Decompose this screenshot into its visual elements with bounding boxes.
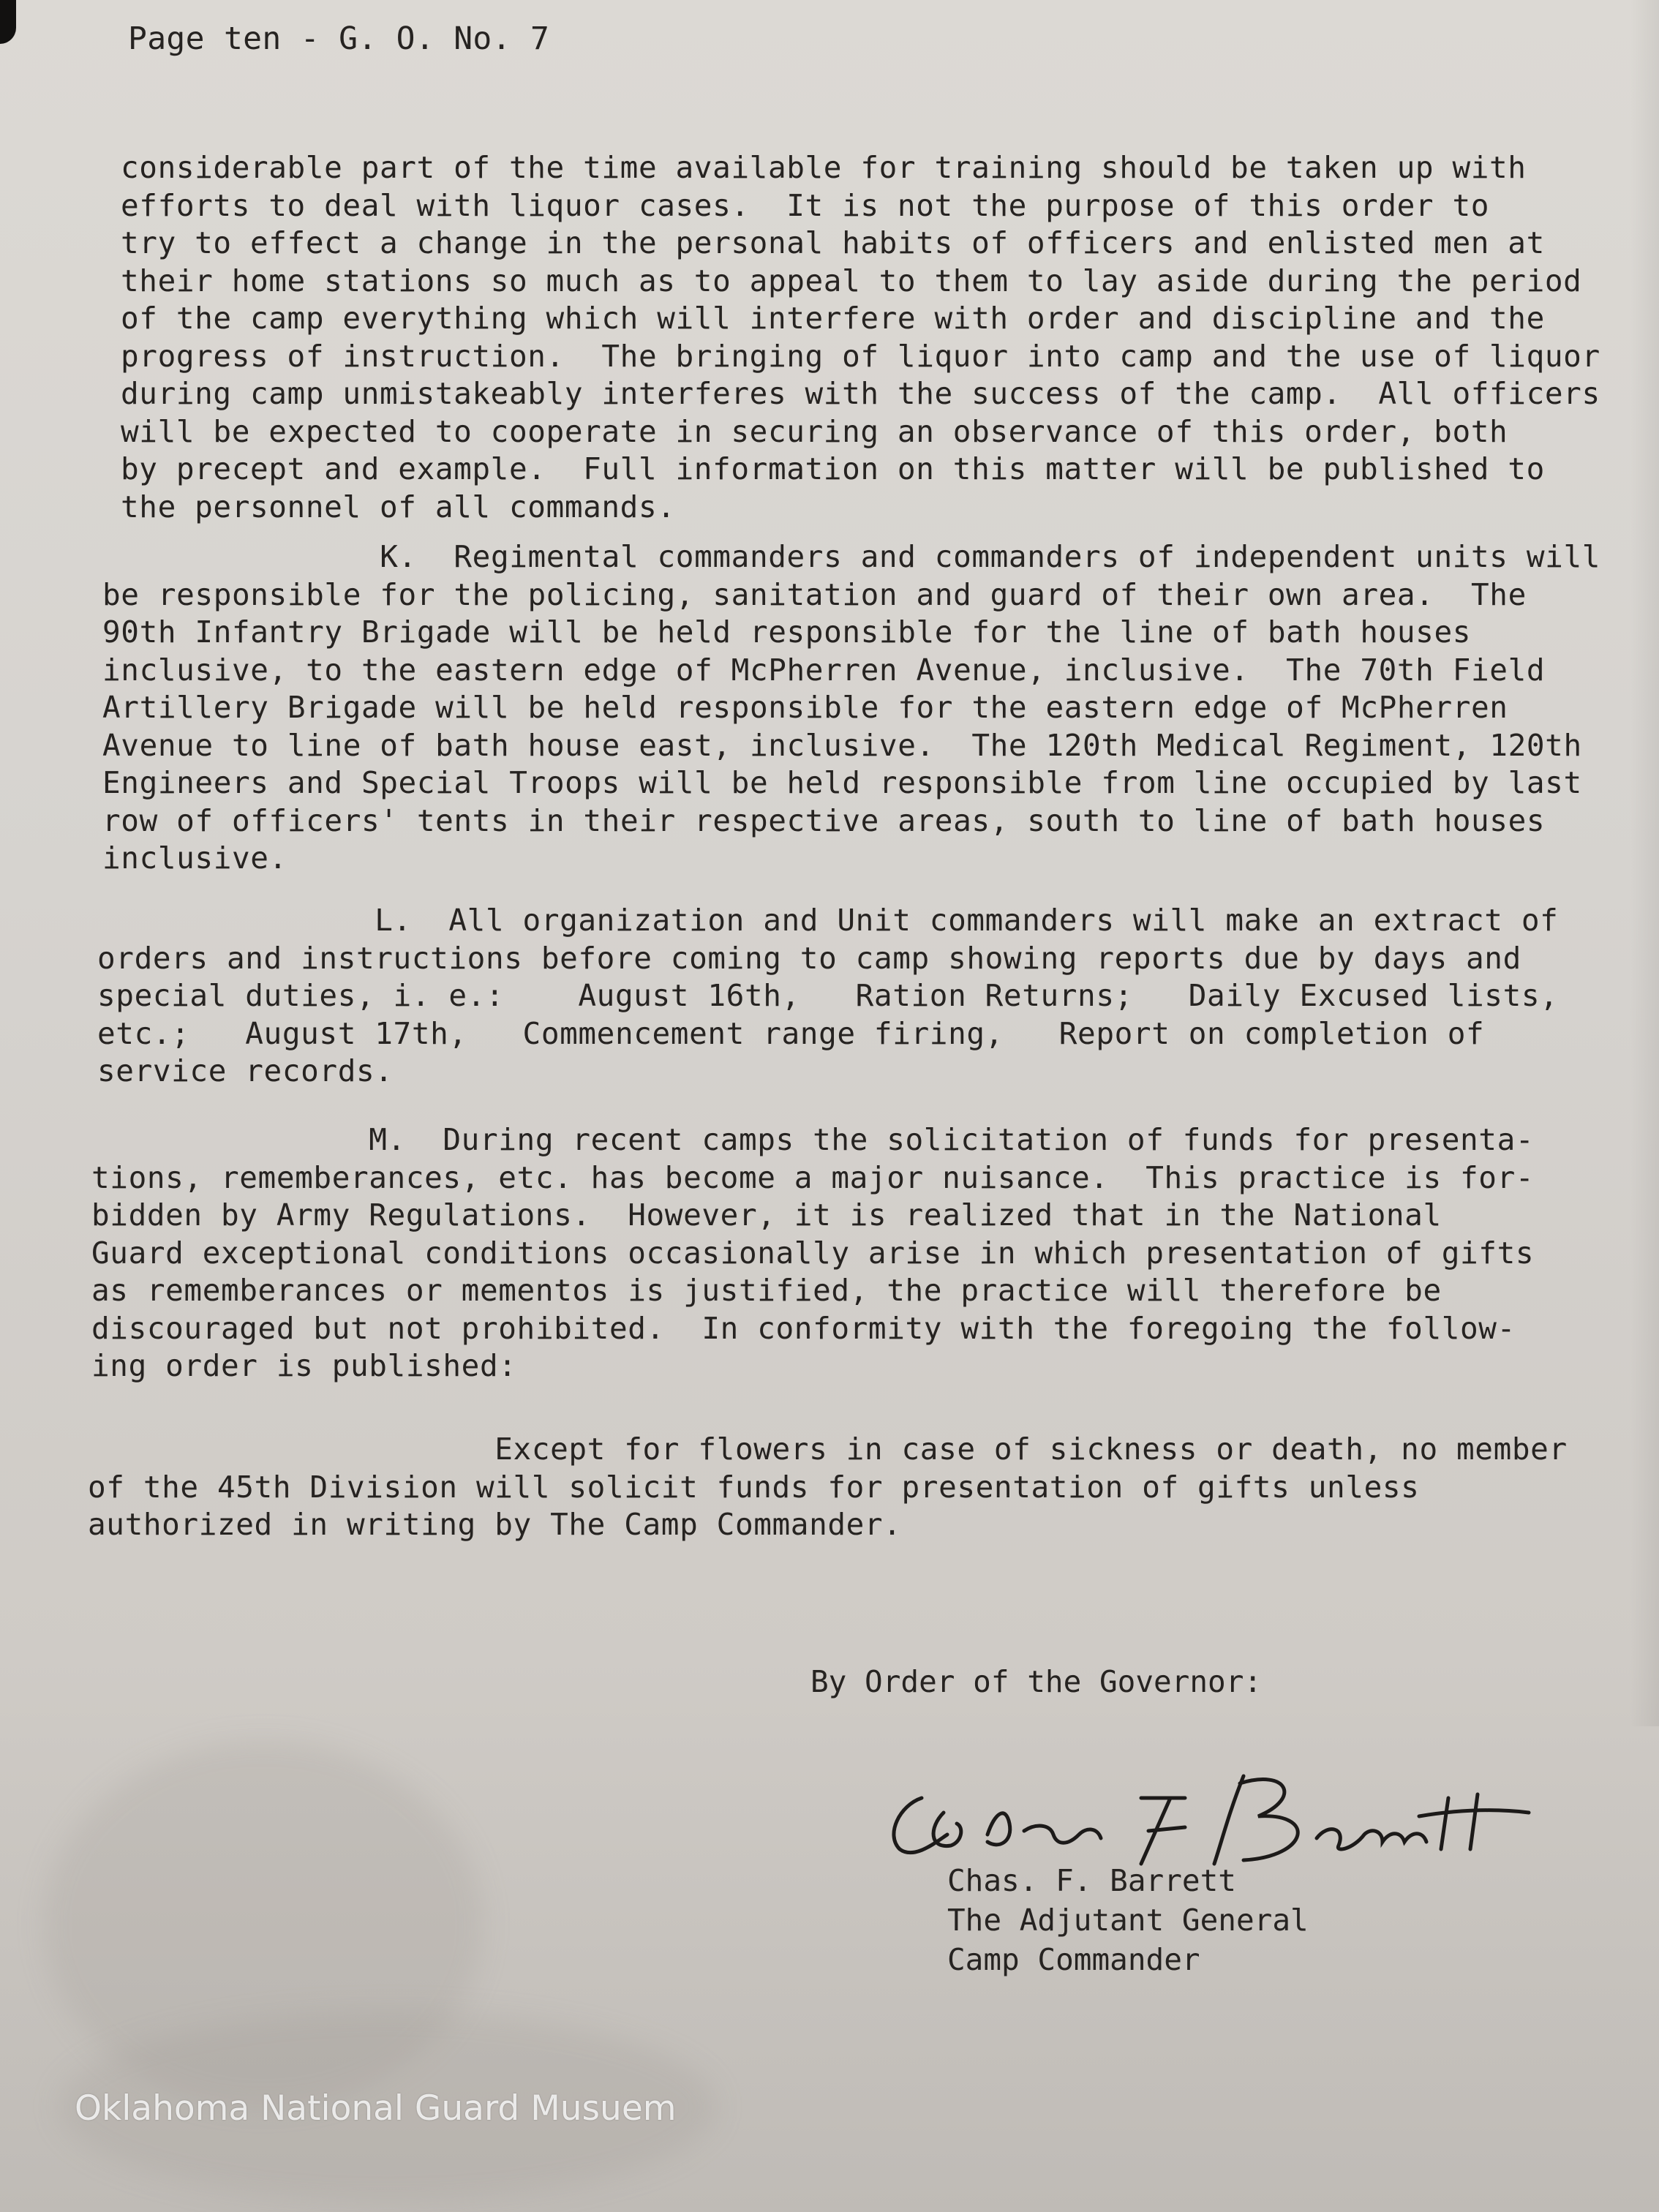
page-edge-shadow: [1630, 0, 1659, 1726]
text-line: during camp unmistakeably interferes with the success of the camp. All officers: [121, 376, 1600, 411]
signer-role: Camp Commander: [947, 1942, 1200, 1977]
text-line: inclusive.: [102, 840, 287, 876]
text-line: ing order is published:: [91, 1348, 517, 1383]
paragraph-k: [102, 538, 1600, 878]
text-line: of the camp everything which will interfere with order and discipline and the: [121, 301, 1545, 336]
text-line: will be expected to cooperate in securing an observance of this order, both: [121, 413, 1508, 449]
text-line: etc.; August 17th, Commencement range firing, Report on completion of: [97, 1015, 1485, 1051]
paragraph-l: [97, 902, 1558, 1091]
museum-watermark: Oklahoma National Guard Musuem: [75, 2088, 677, 2129]
text-line: tions, rememberances, etc. has become a major nuisance. This practice is for-: [91, 1159, 1535, 1195]
text-line: Guard exceptional conditions occasionally arise in which presentation of gifts: [91, 1235, 1535, 1271]
page-header: Page ten - G. O. No. 7: [128, 20, 550, 57]
text-line: try to effect a change in the personal habits of officers and enlisted men at: [121, 225, 1545, 260]
paragraph-j: [121, 149, 1600, 526]
text-line: Engineers and Special Troops will be held responsible from line occupied by last: [102, 765, 1582, 800]
text-line: considerable part of the time available for training should be taken up with: [121, 150, 1527, 185]
text-line: progress of instruction. The bringing of liquor into camp and the use of liquor: [121, 338, 1600, 374]
text-line: be responsible for the policing, sanitation and guard of their own area. The: [102, 576, 1527, 612]
text-line: by precept and example. Full information on this matter will be published to: [121, 451, 1545, 486]
text-line: authorized in writing by The Camp Commander.: [88, 1507, 902, 1542]
text-line: Avenue to line of bath house east, inclusive. The 120th Medical Regiment, 120th: [102, 727, 1582, 763]
text-line: the personnel of all commands.: [121, 489, 676, 524]
text-line: their home stations so much as to appeal to them to lay aside during the period: [121, 263, 1582, 298]
text-line: orders and instructions before coming to camp showing reports due by days and: [97, 940, 1521, 976]
text-line: row of officers' tents in their respective areas, south to line of bath houses: [102, 802, 1546, 838]
text-line: K. Regimental commanders and commanders of independent units will: [102, 539, 1601, 574]
signer-name: Chas. F. Barrett: [947, 1863, 1236, 1898]
page-corner-curl: [0, 0, 16, 44]
signature-block: [947, 1861, 1309, 1979]
text-line: service records.: [97, 1053, 394, 1088]
paragraph-order-text: [88, 1431, 1568, 1544]
text-line: of the 45th Division will solicit funds for presentation of gifts unless: [88, 1469, 1420, 1505]
text-line: special duties, i. e.: August 16th, Ration Returns; Daily Excused lists,: [97, 978, 1559, 1013]
text-line: Except for flowers in case of sickness or death, no member: [88, 1432, 1568, 1467]
by-order-line: By Order of the Governor:: [810, 1664, 1263, 1699]
text-line: discouraged but not prohibited. In conformity with the foregoing the follow-: [91, 1310, 1516, 1346]
text-line: M. During recent camps the solicitation of funds for presenta-: [91, 1122, 1535, 1157]
text-line: 90th Infantry Brigade will be held responsible for the line of bath houses: [102, 614, 1472, 650]
text-line: as rememberances or mementos is justified, the practice will therefore be: [91, 1273, 1442, 1308]
signer-title: The Adjutant General: [947, 1903, 1309, 1938]
text-line: bidden by Army Regulations. However, it is realized that in the National: [91, 1197, 1442, 1233]
text-line: efforts to deal with liquor cases. It is not the purpose of this order to: [121, 187, 1490, 223]
handwritten-signature: [878, 1754, 1536, 1878]
text-line: L. All organization and Unit commanders will make an extract of: [97, 903, 1559, 938]
text-line: inclusive, to the eastern edge of McPherren Avenue, inclusive. The 70th Field: [102, 652, 1546, 688]
text-line: Artillery Brigade will be held responsible for the eastern edge of McPherren: [102, 690, 1508, 725]
paragraph-m: [91, 1121, 1534, 1385]
